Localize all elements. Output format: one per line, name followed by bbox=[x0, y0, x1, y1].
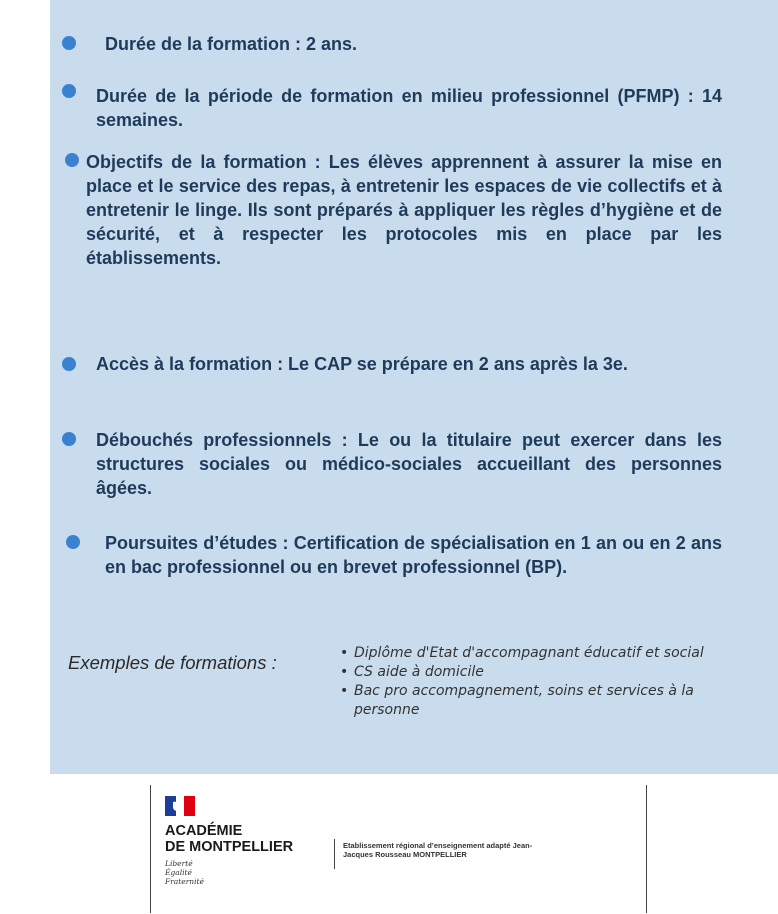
bullet-access: Accès à la formation : Le CAP se prépare en 2 ans après la 3e. bbox=[96, 354, 628, 374]
examples-item: • Diplôme d'Etat d'accompagnant éducatif et social bbox=[340, 644, 740, 663]
footer-right-rule bbox=[646, 785, 647, 913]
marianne-flag-icon bbox=[165, 796, 195, 816]
bullet-outlets: Débouchés professionnels : Le ou la titulaire peut exercer dans les structures sociales ou médico-sociales accueillant des personnes âgées. bbox=[96, 430, 722, 498]
bullet-dot-icon bbox=[62, 84, 76, 98]
bullet-dot-icon bbox=[62, 357, 76, 371]
bullet-dot-icon bbox=[65, 153, 79, 167]
bullet-further-studies: Poursuites d’études : Certification de spécialisation en 1 an ou en 2 ans en bac professionnel ou en brevet professionnel (BP). bbox=[105, 533, 722, 577]
examples-list bbox=[340, 644, 740, 720]
footer-left-rule bbox=[150, 785, 151, 913]
bullet-dot-icon bbox=[62, 36, 76, 50]
bullet-duration: Durée de la formation : 2 ans. bbox=[105, 34, 358, 54]
bullet-dot-icon bbox=[62, 432, 76, 446]
examples-item: • CS aide à domicile bbox=[340, 663, 740, 682]
bullet-pfmp: Durée de la période de formation en milieu professionnel (PFMP) : 14 semaines. bbox=[96, 86, 722, 130]
examples-item: • Bac pro accompagnement, soins et services à la personne bbox=[340, 682, 740, 720]
establishment-divider bbox=[334, 839, 335, 869]
republic-motto: Liberté Égalité Fraternité bbox=[165, 859, 204, 886]
establishment-name: Etablissement régional d’enseignement adapté Jean-Jacques Rousseau MONTPELLIER bbox=[343, 841, 533, 859]
examples-label: Exemples de formations : bbox=[68, 652, 277, 673]
footer-logos bbox=[150, 785, 647, 913]
academy-name: ACADÉMIE DE MONTPELLIER bbox=[165, 823, 294, 855]
bullet-dot-icon bbox=[66, 535, 80, 549]
bullet-objectives: Objectifs de la formation : Les élèves apprennent à assurer la mise en place et le service des repas, à entretenir les espaces de vie collectifs et à entretenir le linge. Ils sont préparés à appliquer les règles d’hygiène et de sécurité, et à respecter les protocoles mis en place par les établissements. bbox=[86, 152, 722, 268]
